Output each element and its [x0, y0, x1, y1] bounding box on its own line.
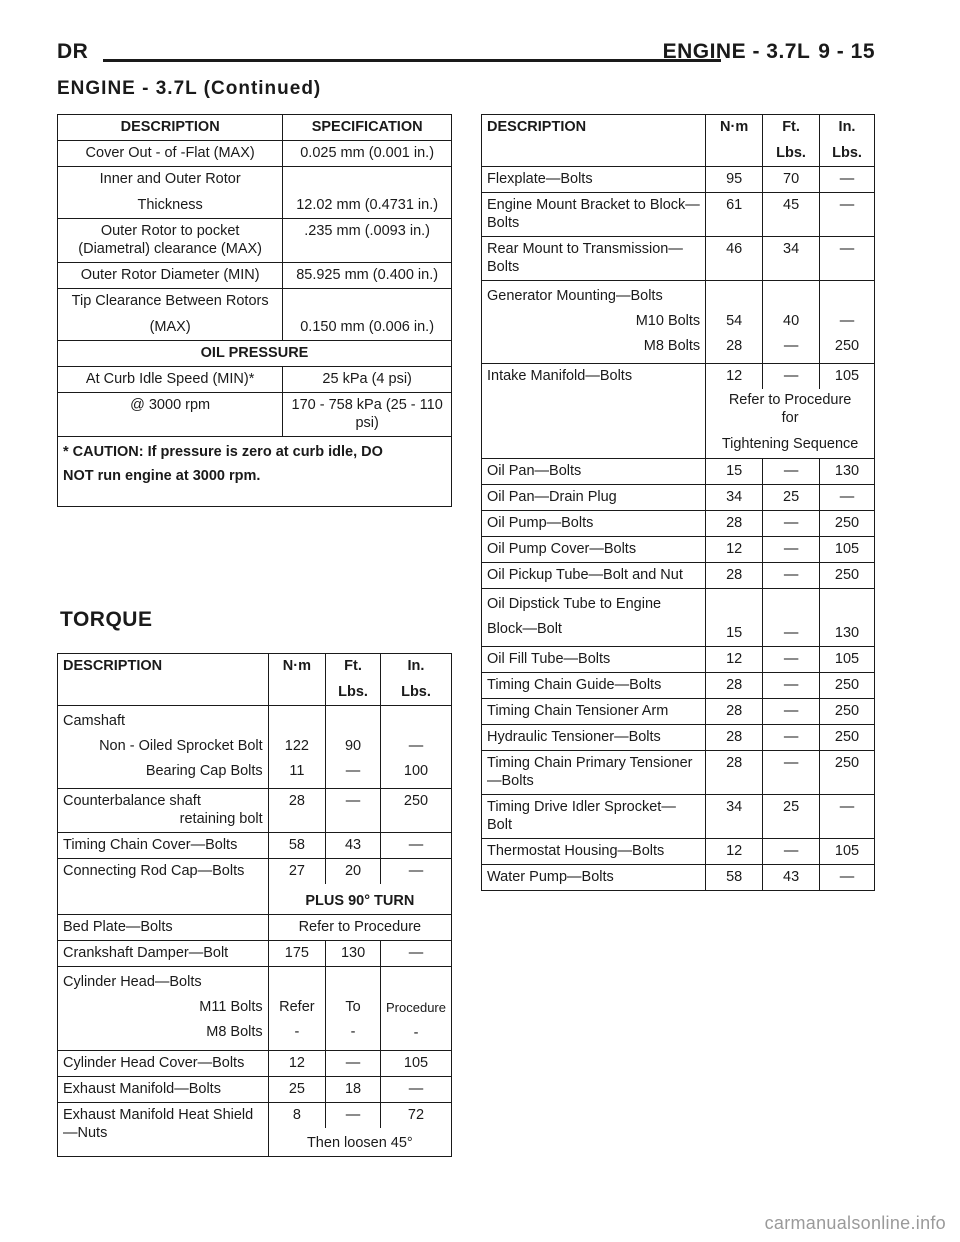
torque-ft: [763, 281, 820, 364]
torque-desc: Oil Pickup Tube—Bolt and Nut: [482, 563, 706, 589]
torque-nm: 28: [706, 563, 763, 589]
spec-desc-line1: Tip Clearance Between Rotors: [71, 293, 269, 309]
torque-in: 105: [381, 1051, 452, 1077]
caution-note: [58, 437, 452, 507]
torque-nm: 12: [706, 839, 763, 865]
spec-desc-line2: (MAX): [149, 319, 191, 335]
table-row: [58, 1051, 452, 1077]
header-right: [655, 40, 875, 64]
table-row: [482, 795, 875, 839]
table-row: [58, 1077, 452, 1103]
header-in-line2: Lbs.: [401, 684, 431, 700]
torque-desc: Crankshaft Damper—Bolt: [58, 941, 269, 967]
torque-desc: Connecting Rod Cap—Bolts: [58, 859, 269, 885]
torque-nm: 28: [706, 725, 763, 751]
torque-in: [381, 967, 452, 1051]
torque-in: —: [820, 167, 875, 193]
torque-nm: 15: [706, 589, 763, 647]
torque-desc: Oil Pump Cover—Bolts: [482, 537, 706, 563]
table-row: [482, 537, 875, 563]
m10-label: M10 Bolts: [635, 313, 701, 329]
value: 100: [403, 763, 429, 779]
table-row: [58, 289, 452, 341]
torque-nm: 58: [268, 833, 325, 859]
torque-in: 72: [381, 1103, 452, 1129]
spec-value: 0.025 mm (0.001 in.): [283, 141, 452, 167]
torque-desc-empty: [58, 884, 269, 915]
value: Procedure: [386, 1000, 446, 1015]
torque-in: 105: [820, 839, 875, 865]
torque-nm: 12: [268, 1051, 325, 1077]
torque-in: 250: [820, 673, 875, 699]
torque-in: —: [820, 485, 875, 511]
table-row: [482, 193, 875, 237]
torque-nm: 12: [706, 537, 763, 563]
table-row: [482, 839, 875, 865]
torque-in: —: [381, 859, 452, 885]
header-in-line1: In.: [838, 119, 856, 135]
torque-nm: 175: [268, 941, 325, 967]
torque-ft: 45: [763, 193, 820, 237]
table-row: [482, 699, 875, 725]
torque-ft: [326, 706, 381, 789]
torque-nm: 34: [706, 795, 763, 839]
table-row: [58, 941, 452, 967]
header-ft-line2: Lbs.: [338, 684, 368, 700]
torque-in: —: [381, 1077, 452, 1103]
torque-desc: Oil Pan—Drain Plug: [482, 485, 706, 511]
torque-nm: 28: [706, 511, 763, 537]
torque-nm: 34: [706, 485, 763, 511]
table-row: [58, 859, 452, 885]
torque-ft: —: [763, 673, 820, 699]
cyl-head-label: Cylinder Head—Bolts: [63, 974, 202, 990]
torque-ft: 130: [326, 941, 381, 967]
table-row: [482, 281, 875, 364]
value: 11: [289, 763, 305, 779]
counterbalance-label: Counterbalance shaft: [63, 793, 201, 809]
conn-rod-note: PLUS 90° TURN: [268, 884, 451, 915]
spec-desc-line1: Inner and Outer Rotor: [99, 171, 241, 187]
header-rule: [103, 59, 721, 62]
torque-header-ft: [326, 654, 381, 706]
table-row: [482, 485, 875, 511]
torque-ft: —: [326, 1051, 381, 1077]
torque-title: TORQUE: [60, 608, 153, 631]
spec-value: 85.925 mm (0.400 in.): [283, 263, 452, 289]
torque-desc: Intake Manifold—Bolts: [482, 364, 706, 459]
exh-shield-note: Then loosen 45°: [268, 1128, 451, 1157]
torque-desc: Bed Plate—Bolts: [58, 915, 269, 941]
header-left: DR: [57, 40, 89, 63]
torque-header-ft: [763, 115, 820, 167]
torque-in: —: [381, 833, 452, 859]
torque-table-left: [57, 653, 452, 1157]
dipstick-label2: Block—Bolt: [487, 621, 562, 637]
spec-desc: @ 3000 rpm: [58, 393, 283, 437]
table-row: [482, 237, 875, 281]
torque-in: 250: [820, 699, 875, 725]
table-row: [482, 647, 875, 673]
torque-nm: 46: [706, 237, 763, 281]
torque-nm: 61: [706, 193, 763, 237]
caution-line1: * CAUTION: If pressure is zero at curb idle, DO: [63, 444, 383, 460]
torque-header-nm: N·m: [706, 115, 763, 167]
spec-header-spec: SPECIFICATION: [283, 115, 452, 141]
non-oiled-label: Non - Oiled Sprocket Bolt: [99, 738, 263, 754]
value: —: [408, 738, 424, 754]
generator-label: Generator Mounting—Bolts: [487, 288, 663, 304]
torque-ft: 25: [763, 485, 820, 511]
header-in-line1: In.: [407, 658, 425, 674]
value: Refer: [279, 999, 315, 1015]
value: 40: [783, 313, 800, 329]
torque-in: —: [820, 795, 875, 839]
table-row: [482, 865, 875, 891]
torque-in: 250: [820, 511, 875, 537]
table-row: [58, 1103, 452, 1129]
spec-desc: At Curb Idle Speed (MIN)*: [58, 367, 283, 393]
spec-table: [57, 114, 452, 507]
spec-value: .235 mm (.0093 in.): [283, 219, 452, 263]
torque-desc: Engine Mount Bracket to Block—Bolts: [482, 193, 706, 237]
table-row: [58, 789, 452, 833]
page-header: [57, 40, 875, 74]
torque-nm: 27: [268, 859, 325, 885]
value: 54: [726, 313, 743, 329]
table-row: [482, 751, 875, 795]
torque-ft: 18: [326, 1077, 381, 1103]
table-row: [58, 706, 452, 789]
table-row: [482, 563, 875, 589]
torque-nm: 58: [706, 865, 763, 891]
torque-in: 130: [820, 459, 875, 485]
torque-in: [820, 281, 875, 364]
torque-in: 105: [820, 537, 875, 563]
torque-header-nm: N·m: [268, 654, 325, 706]
torque-ft: —: [763, 751, 820, 795]
header-ft-line1: Ft.: [344, 658, 362, 674]
spec-desc-line2: Thickness: [137, 197, 203, 213]
torque-ft: —: [326, 789, 381, 833]
table-row: [482, 459, 875, 485]
table-row: [58, 915, 452, 941]
torque-ft: 43: [763, 865, 820, 891]
spec-desc: Outer Rotor Diameter (MIN): [58, 263, 283, 289]
torque-desc: [58, 789, 269, 833]
table-row: [58, 437, 452, 507]
torque-desc: Timing Chain Guide—Bolts: [482, 673, 706, 699]
spec-desc: Cover Out - of -Flat (MAX): [58, 141, 283, 167]
value: -: [350, 1024, 356, 1040]
value: 250: [834, 338, 860, 354]
torque-nm: 12: [706, 647, 763, 673]
spec-value: 25 kPa (4 psi): [283, 367, 452, 393]
bed-plate-note: Refer to Procedure: [268, 915, 451, 941]
torque-desc: Rear Mount to Transmission—Bolts: [482, 237, 706, 281]
torque-ft: —: [763, 839, 820, 865]
torque-ft: —: [763, 647, 820, 673]
table-row: [482, 115, 875, 167]
torque-nm: 28: [706, 699, 763, 725]
torque-desc: [482, 281, 706, 364]
torque-ft: 25: [763, 795, 820, 839]
torque-ft: —: [763, 364, 820, 390]
table-row: [58, 115, 452, 141]
value: 90: [344, 738, 362, 754]
torque-nm: 28: [706, 751, 763, 795]
value: -: [413, 1025, 419, 1041]
torque-header-in: [381, 654, 452, 706]
table-row: [58, 263, 452, 289]
spec-value: 170 - 758 kPa (25 - 110 psi): [283, 393, 452, 437]
spec-desc: [58, 289, 283, 341]
oil-pressure-title: OIL PRESSURE: [58, 341, 452, 367]
torque-header-desc: DESCRIPTION: [58, 654, 269, 706]
torque-desc: Timing Chain Cover—Bolts: [58, 833, 269, 859]
intake-note: [706, 389, 875, 459]
table-row: [482, 167, 875, 193]
header-section: ENGINE - 3.7L: [662, 40, 811, 63]
m11-label: M11 Bolts: [199, 999, 263, 1015]
table-row: [482, 511, 875, 537]
torque-in: [381, 706, 452, 789]
torque-in: 250: [820, 751, 875, 795]
camshaft-label: Camshaft: [63, 713, 126, 729]
watermark: carmanualsonline.info: [764, 1213, 946, 1233]
counterbalance-label2: retaining bolt: [179, 811, 263, 827]
torque-nm: [268, 706, 325, 789]
torque-in: 105: [820, 364, 875, 390]
table-row: [58, 341, 452, 367]
torque-header-desc: DESCRIPTION: [482, 115, 706, 167]
header-in-line2: Lbs.: [832, 145, 862, 161]
torque-in: —: [820, 193, 875, 237]
torque-desc: Hydraulic Tensioner—Bolts: [482, 725, 706, 751]
table-row: [58, 884, 452, 915]
torque-desc: Timing Drive Idler Sprocket— Bolt: [482, 795, 706, 839]
value: —: [839, 313, 855, 329]
torque-desc: Exhaust Manifold—Bolts: [58, 1077, 269, 1103]
m8-label: M8 Bolts: [643, 338, 701, 354]
torque-desc: [58, 706, 269, 789]
caution-line2: NOT run engine at 3000 rpm.: [63, 468, 261, 484]
torque-ft: 43: [326, 833, 381, 859]
header-ft-line2: Lbs.: [776, 145, 806, 161]
table-row: [58, 141, 452, 167]
table-row: [482, 673, 875, 699]
page-subtitle: ENGINE - 3.7L (Continued): [57, 78, 322, 99]
torque-desc: Timing Chain Primary Tensioner—Bolts: [482, 751, 706, 795]
torque-nm: 95: [706, 167, 763, 193]
torque-nm: 15: [706, 459, 763, 485]
table-row: [58, 833, 452, 859]
table-row: [482, 364, 875, 390]
value: 28: [726, 338, 743, 354]
spec-desc: Outer Rotor to pocket (Diametral) clearance (MAX): [58, 219, 283, 263]
torque-nm: [706, 281, 763, 364]
value: To: [345, 999, 361, 1015]
torque-nm: 28: [268, 789, 325, 833]
header-ft-line1: Ft.: [782, 119, 800, 135]
table-row: [58, 367, 452, 393]
torque-ft: 70: [763, 167, 820, 193]
table-row: [482, 589, 875, 647]
torque-desc: Oil Fill Tube—Bolts: [482, 647, 706, 673]
torque-ft: —: [763, 589, 820, 647]
torque-in: 250: [381, 789, 452, 833]
table-row: [58, 654, 452, 706]
torque-nm: 12: [706, 364, 763, 390]
torque-ft: —: [326, 1103, 381, 1129]
table-row: [58, 167, 452, 219]
bearing-cap-label: Bearing Cap Bolts: [145, 763, 263, 779]
torque-desc: Exhaust Manifold Heat Shield—Nuts: [58, 1103, 269, 1157]
torque-nm: 8: [268, 1103, 325, 1129]
torque-desc: [482, 589, 706, 647]
spec-header-desc: DESCRIPTION: [58, 115, 283, 141]
spec-desc: [58, 167, 283, 219]
table-row: [58, 219, 452, 263]
torque-desc: Oil Pan—Bolts: [482, 459, 706, 485]
torque-ft: —: [763, 511, 820, 537]
table-row: [58, 967, 452, 1051]
torque-ft: —: [763, 537, 820, 563]
torque-desc: Timing Chain Tensioner Arm: [482, 699, 706, 725]
value: —: [345, 763, 361, 779]
torque-in: —: [381, 941, 452, 967]
torque-nm: 25: [268, 1077, 325, 1103]
spec-value: 0.150 mm (0.006 in.): [283, 289, 452, 341]
torque-desc: Flexplate—Bolts: [482, 167, 706, 193]
torque-in: —: [820, 865, 875, 891]
torque-in: 105: [820, 647, 875, 673]
torque-desc: Thermostat Housing—Bolts: [482, 839, 706, 865]
torque-in: 250: [820, 563, 875, 589]
torque-desc: [58, 967, 269, 1051]
torque-ft: —: [763, 725, 820, 751]
torque-desc: Water Pump—Bolts: [482, 865, 706, 891]
torque-nm: [268, 967, 325, 1051]
torque-ft: [326, 967, 381, 1051]
torque-ft: 34: [763, 237, 820, 281]
torque-header-in: [820, 115, 875, 167]
value: —: [783, 338, 799, 354]
torque-ft: —: [763, 459, 820, 485]
value: -: [294, 1024, 300, 1040]
torque-nm: 28: [706, 673, 763, 699]
torque-in: 130: [820, 589, 875, 647]
m8-label: M8 Bolts: [206, 1024, 263, 1040]
header-page: 9 - 15: [818, 40, 875, 63]
torque-ft: —: [763, 699, 820, 725]
torque-in: —: [820, 237, 875, 281]
torque-desc: Cylinder Head Cover—Bolts: [58, 1051, 269, 1077]
torque-ft: —: [763, 563, 820, 589]
table-row: [482, 725, 875, 751]
intake-note-line1: Refer to Procedure for: [728, 392, 852, 426]
torque-in: 250: [820, 725, 875, 751]
intake-note-line2: Tightening Sequence: [721, 436, 859, 452]
torque-ft: 20: [326, 859, 381, 885]
spec-value: 12.02 mm (0.4731 in.): [283, 167, 452, 219]
torque-table-right: [481, 114, 875, 891]
table-row: [58, 393, 452, 437]
dipstick-label1: Oil Dipstick Tube to Engine: [487, 596, 662, 612]
torque-desc: Oil Pump—Bolts: [482, 511, 706, 537]
value: 122: [284, 738, 309, 754]
